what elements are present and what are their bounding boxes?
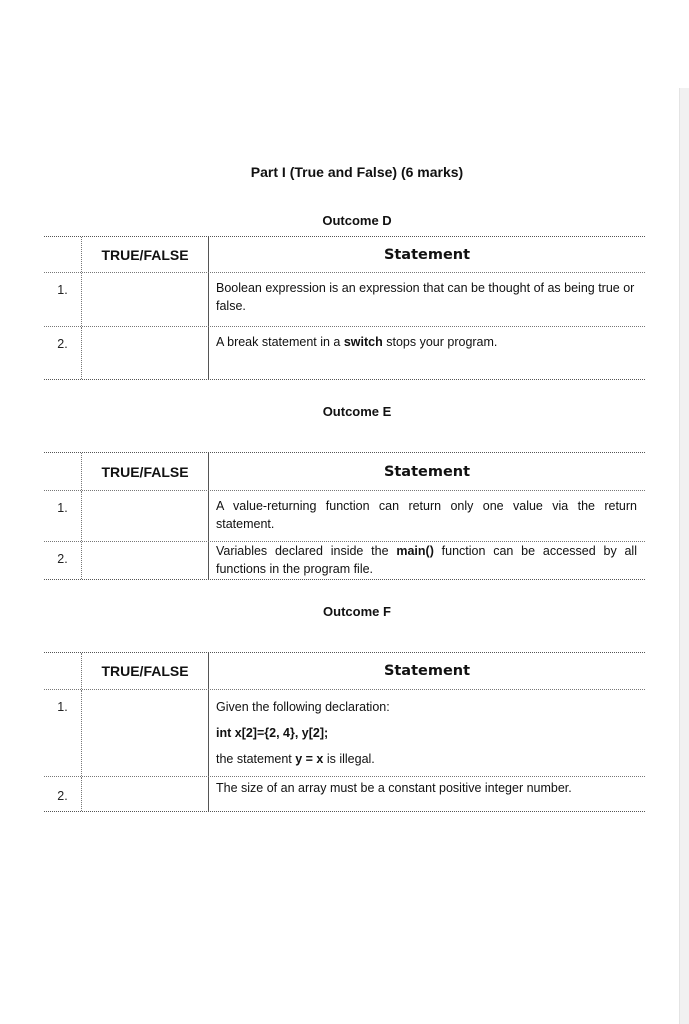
num-header-cell <box>44 453 82 490</box>
tf-header: TRUE/FALSE <box>82 453 209 490</box>
part-title: Part I (True and False) (6 marks) <box>250 164 464 180</box>
tf-header: TRUE/FALSE <box>82 237 209 272</box>
tf-header: TRUE/FALSE <box>82 653 209 689</box>
row-number: 1. <box>44 273 82 326</box>
table-row <box>44 327 645 379</box>
num-header-cell <box>44 653 82 689</box>
statement-part: function can be accessed by all functions in the program file. <box>216 544 637 576</box>
statement-header: Statement <box>383 246 471 263</box>
true-false-answer-cell[interactable] <box>82 491 209 541</box>
code-declaration: int x[2]={2, 4}, y[2]; <box>216 726 329 740</box>
outcome-f-heading: Outcome F <box>323 604 391 619</box>
true-false-answer-cell[interactable] <box>82 273 209 326</box>
true-false-answer-cell[interactable] <box>82 542 209 579</box>
statement-part: stops your program. <box>382 335 498 349</box>
true-false-answer-cell[interactable] <box>82 690 209 776</box>
statement-header: Statement <box>383 463 471 480</box>
num-header-cell <box>44 237 82 272</box>
row-number: 1. <box>44 491 82 541</box>
outcome-e-heading: Outcome E <box>322 404 392 419</box>
statement-keyword: y = x <box>295 752 324 766</box>
statement-text <box>209 542 645 579</box>
true-false-answer-cell[interactable] <box>82 777 209 811</box>
row-number: 1. <box>44 690 82 776</box>
table-row <box>44 542 645 579</box>
statement-part: is illegal. <box>323 752 375 766</box>
statement-part: A break statement in a <box>216 335 344 349</box>
statement-line <box>216 746 637 772</box>
table-row <box>44 777 645 811</box>
statement-text: Boolean expression is an expression that can be thought of as being true or false. <box>216 281 635 313</box>
outcome-d-heading: Outcome D <box>322 213 392 228</box>
statement-text: A value-returning function can return only one value via the return statement. <box>216 499 637 531</box>
table-header-row <box>44 453 645 491</box>
row-number: 2. <box>44 542 82 579</box>
table-row <box>44 690 645 777</box>
statement-text <box>209 327 645 379</box>
statement-header: Statement <box>383 663 471 679</box>
statement-keyword: main() <box>396 544 434 558</box>
table-header-row <box>44 653 645 690</box>
true-false-answer-cell[interactable] <box>82 327 209 379</box>
statement-text: The size of an array must be a constant positive integer number. <box>216 781 572 795</box>
statement-text <box>209 690 645 776</box>
table-header-row <box>44 237 645 273</box>
statement-line: Given the following declaration: <box>216 700 390 714</box>
row-number: 2. <box>44 327 82 379</box>
row-number: 2. <box>44 777 82 811</box>
table-row <box>44 491 645 542</box>
outcome-d-table <box>44 236 645 380</box>
statement-part: the statement <box>216 752 296 766</box>
table-row <box>44 273 645 327</box>
statement-part: Variables declared inside the <box>216 544 397 558</box>
outcome-f-table <box>44 652 645 812</box>
outcome-e-table <box>44 452 645 580</box>
statement-keyword: switch <box>343 335 383 349</box>
page-edge <box>679 88 689 1024</box>
